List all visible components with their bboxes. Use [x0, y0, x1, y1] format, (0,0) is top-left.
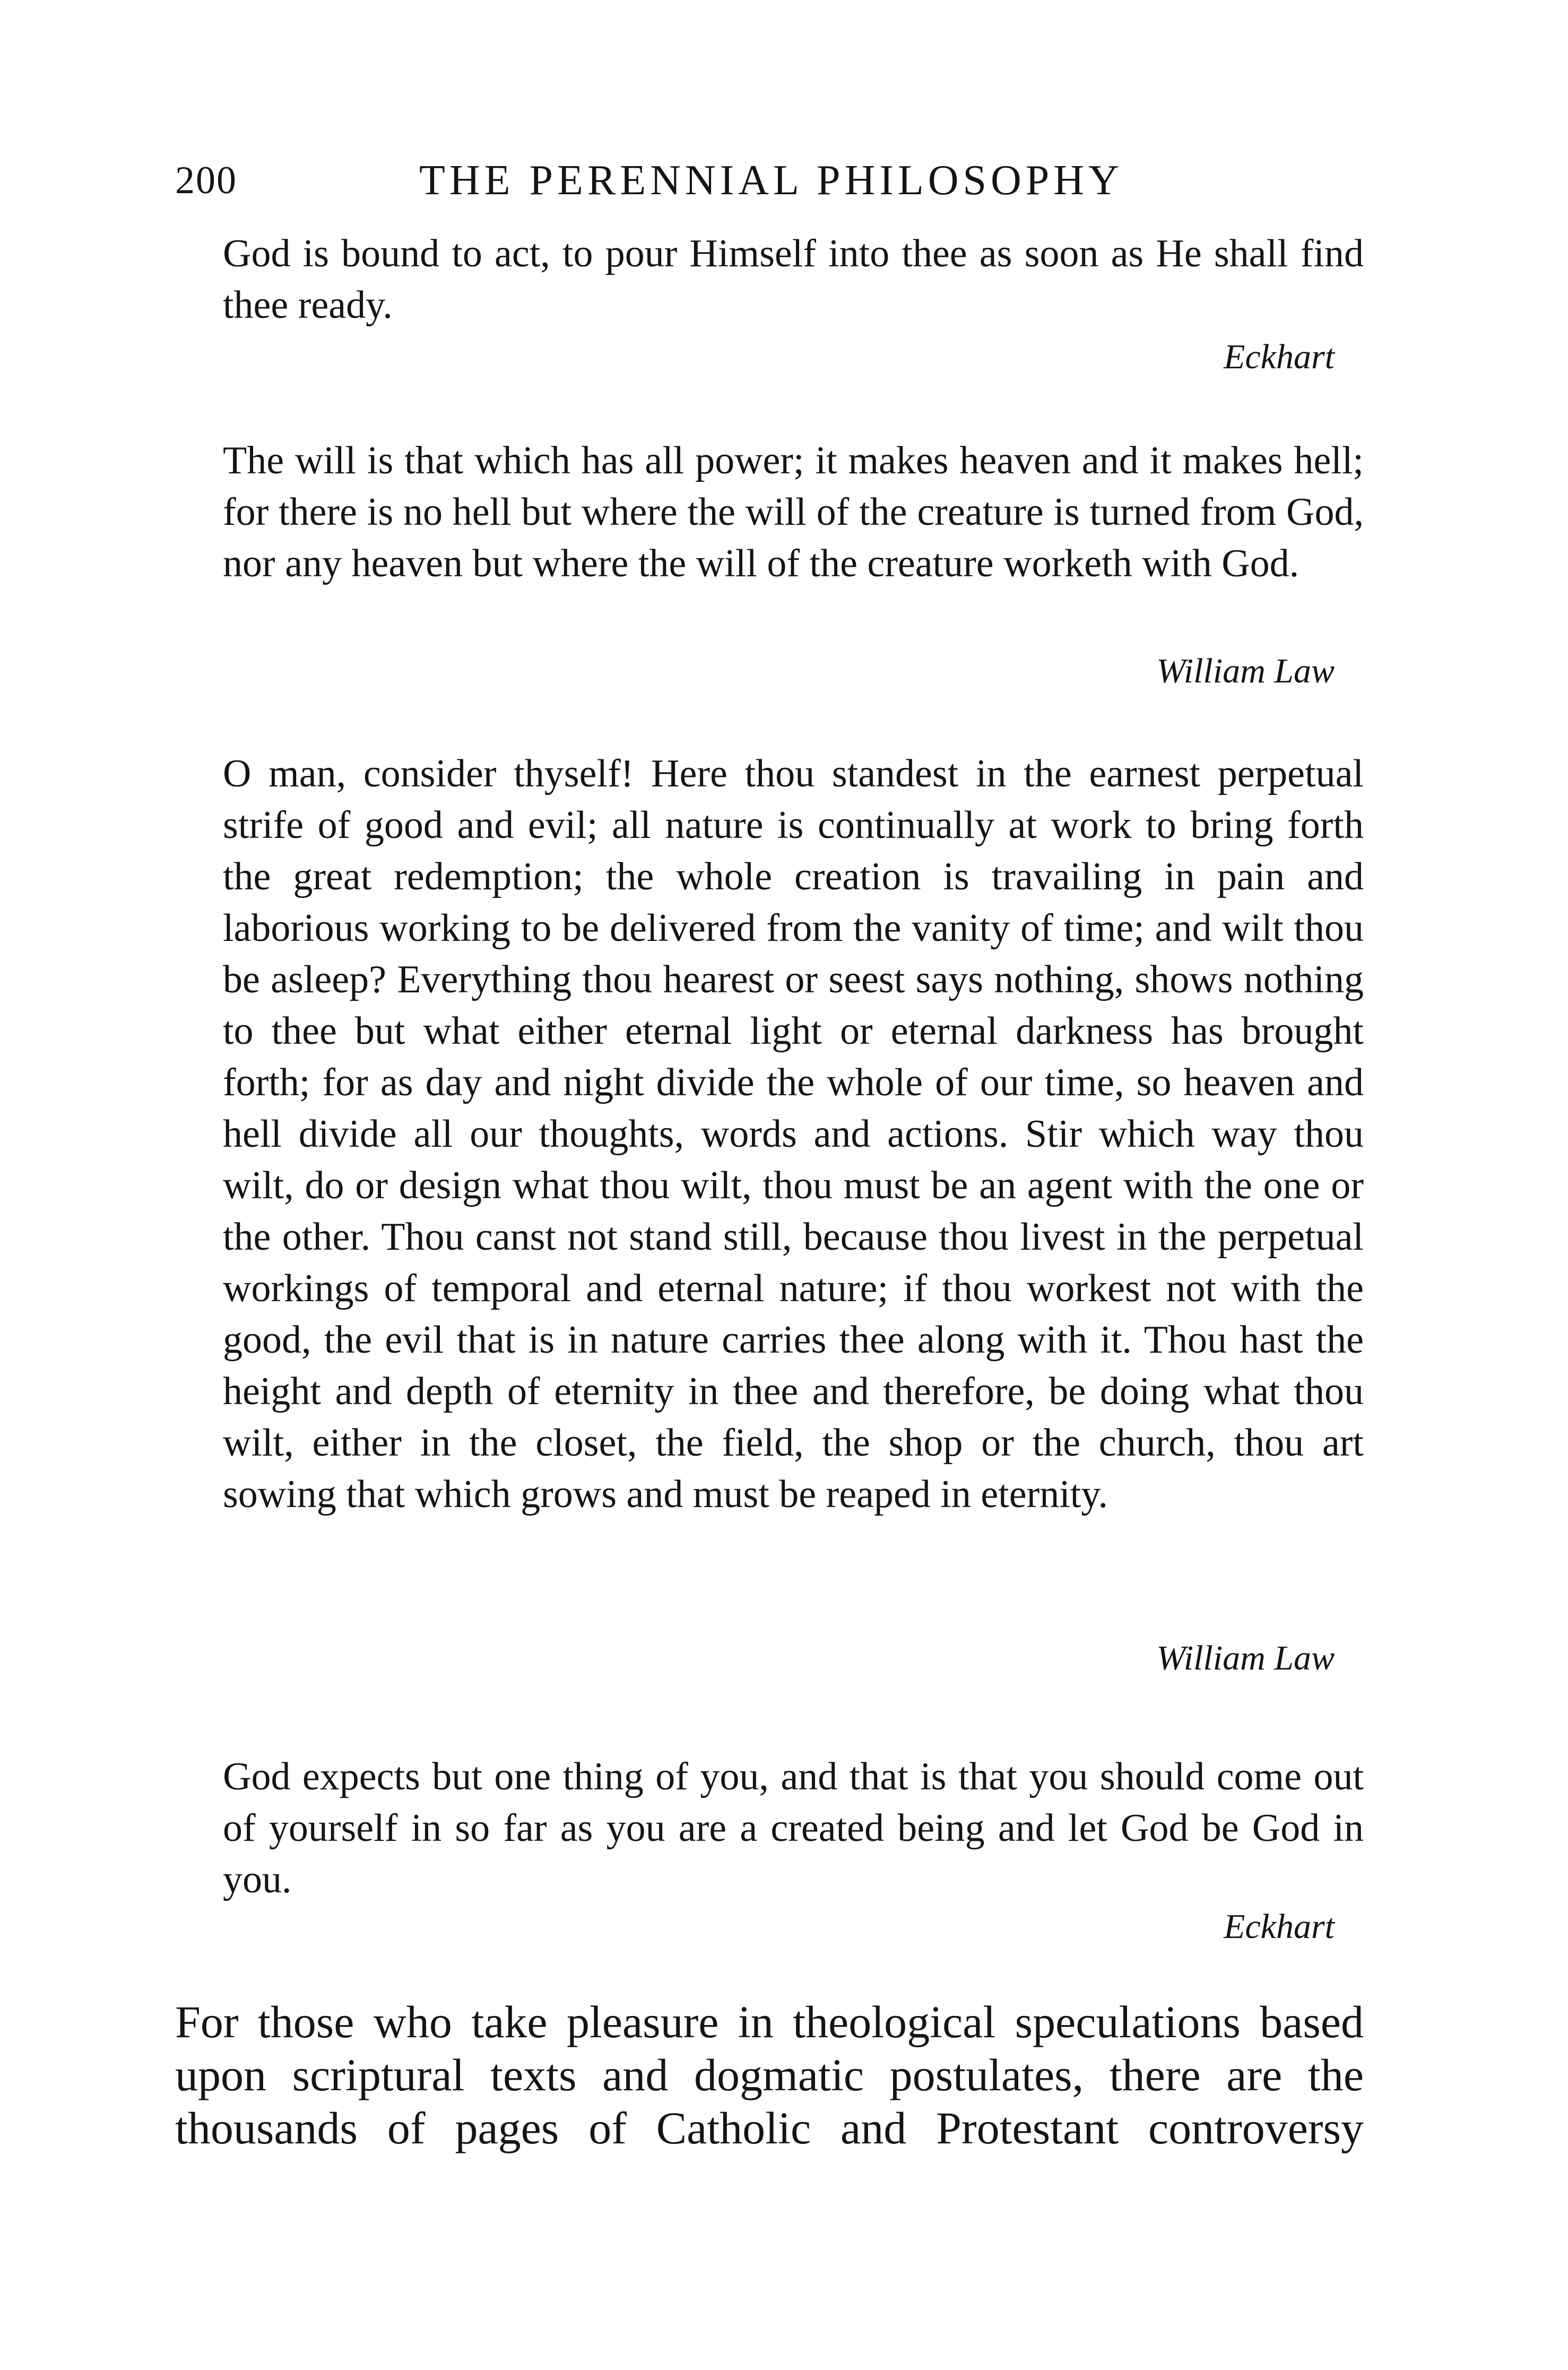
quote-william-law-1: The will is that which has all power; it makes heaven and it makes hell; for there is no hell but where the will of the creature is turned from God, nor any heaven but where the will of the creature worketh with God.: [223, 439, 1364, 585]
page-header: [175, 154, 1369, 212]
page-number: 200: [175, 159, 237, 202]
quote-eckhart-2: God expects but one thing of you, and that is that you should come out of yourself in so far as you are a created being and let God be God in you.: [223, 1755, 1364, 1901]
quote-william-law-2: O man, consider thyself! Here thou standest in the earnest perpetual strife of good and evil; all nature is continually at work to bring forth the great redemption; the whole creation is travailing in pain and laborious working to be delivered from the vanity of time; and wilt thou be asleep? Everything thou hearest or seest says nothing, shows nothing to thee but what either eternal light or eternal darkness has brought forth; for as day and night divide the whole of our time, so heaven and hell divide all our thoughts, words and actions. Stir which way thou wilt, do or design what thou wilt, thou must be an agent with the one or the other. Thou canst not stand still, because thou livest in the perpetual workings of temporal and eternal nature; if thou workest not with the good, the evil that is in nature carries thee along with it. Thou hast the height and depth of eternity in thee and therefore, be doing what thou wilt, either in the closet, the field, the shop or the church, thou art sowing that which grows and must be reaped in eternity.: [223, 752, 1364, 1516]
quote-attribution-4: Eckhart: [1224, 1907, 1335, 1946]
running-title: THE PERENNIAL PHILOSOPHY: [419, 157, 1123, 204]
quote-attribution-3: William Law: [1156, 1639, 1335, 1677]
quote-attribution-1: Eckhart: [1224, 338, 1335, 376]
quote-eckhart-1: God is bound to act, to pour Himself into thee as soon as He shall find thee ready.: [223, 232, 1364, 327]
quote-attribution-2: William Law: [1156, 652, 1335, 690]
body-paragraph: For those who take pleasure in theological speculations based upon scriptural texts and dogmatic postulates, there are the thousands of pages of Catholic and Protestant controversy: [175, 1996, 1364, 2153]
